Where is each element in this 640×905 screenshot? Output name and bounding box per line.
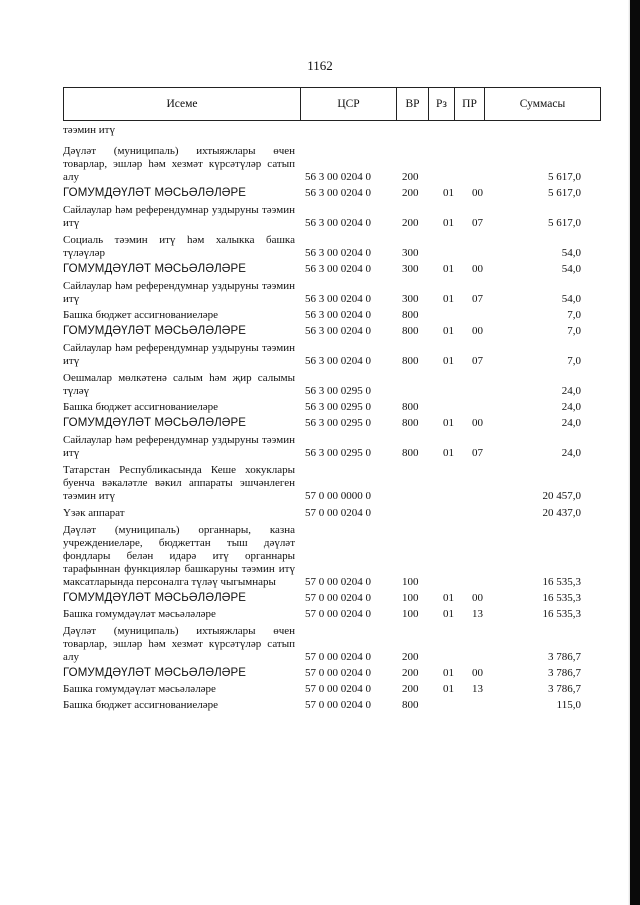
row-csr: 57 0 00 0204 0 bbox=[305, 608, 371, 620]
row-sum: 24,0 bbox=[561, 447, 581, 459]
row-csr: 57 0 00 0204 0 bbox=[305, 699, 371, 711]
row-sum: 3 786,7 bbox=[548, 683, 581, 695]
table-row bbox=[63, 342, 601, 368]
row-sum: 16 535,3 bbox=[542, 608, 581, 620]
row-pr: 00 bbox=[472, 187, 483, 199]
row-vr: 300 bbox=[402, 247, 419, 259]
row-vr: 800 bbox=[402, 699, 419, 711]
table-row bbox=[63, 263, 601, 276]
row-pr: 00 bbox=[472, 592, 483, 604]
row-name: ГОМУМДӘҮЛӘТ МӘСЬӘЛӘЛӘРЕ bbox=[63, 667, 247, 679]
table-row bbox=[63, 683, 601, 696]
table-row bbox=[63, 204, 601, 230]
row-sum: 54,0 bbox=[561, 263, 581, 275]
row-csr: 57 0 00 0204 0 bbox=[305, 507, 371, 519]
row-sum: 24,0 bbox=[561, 417, 581, 429]
row-name: Дәүләт (муниципаль) ихтыяжлары өчен товарлар, эшләр һәм хезмәт күрсәтүләр сатып алу bbox=[63, 625, 295, 663]
table-body bbox=[63, 121, 601, 712]
row-name: ГОМУМДӘҮЛӘТ МӘСЬӘЛӘЛӘРЕ bbox=[63, 263, 247, 275]
row-name: ГОМУМДӘҮЛӘТ МӘСЬӘЛӘЛӘРЕ bbox=[63, 592, 247, 604]
row-sum: 5 617,0 bbox=[548, 171, 581, 183]
row-sum: 115,0 bbox=[556, 699, 581, 711]
row-csr: 56 3 00 0295 0 bbox=[305, 401, 371, 413]
row-csr: 57 0 00 0204 0 bbox=[305, 667, 371, 679]
row-vr: 800 bbox=[402, 355, 419, 367]
table-row bbox=[63, 417, 601, 430]
row-pr: 00 bbox=[472, 667, 483, 679]
row-vr: 200 bbox=[402, 651, 419, 663]
row-csr: 56 3 00 0295 0 bbox=[305, 417, 371, 429]
table-row bbox=[63, 464, 601, 503]
row-csr: 56 3 00 0295 0 bbox=[305, 385, 371, 397]
row-csr: 57 0 00 0204 0 bbox=[305, 683, 371, 695]
row-rz: 01 bbox=[443, 355, 454, 367]
row-name: Башка бюджет ассигнованиеләре bbox=[63, 699, 218, 711]
row-vr: 100 bbox=[402, 608, 419, 620]
table-row bbox=[63, 145, 601, 184]
row-csr: 57 0 00 0204 0 bbox=[305, 592, 371, 604]
row-sum: 20 457,0 bbox=[542, 490, 581, 502]
row-name: Сайлаулар һәм референдумнар уздыруны тәэмин итү bbox=[63, 204, 295, 229]
table-row bbox=[63, 592, 601, 605]
table-row bbox=[63, 372, 601, 398]
row-rz: 01 bbox=[443, 417, 454, 429]
table-row bbox=[63, 507, 601, 520]
row-sum: 5 617,0 bbox=[548, 187, 581, 199]
row-name: Сайлаулар һәм референдумнар уздыруны тәэмин итү bbox=[63, 280, 295, 305]
row-csr: 57 0 00 0204 0 bbox=[305, 576, 371, 588]
table-row bbox=[63, 699, 601, 712]
table-row bbox=[63, 625, 601, 664]
row-pr: 00 bbox=[472, 263, 483, 275]
table-row bbox=[63, 434, 601, 460]
row-name: Башка гомумдәүләт мәсьәләләре bbox=[63, 683, 216, 695]
row-vr: 200 bbox=[402, 683, 419, 695]
row-csr: 57 0 00 0000 0 bbox=[305, 490, 371, 502]
row-pr: 13 bbox=[472, 608, 483, 620]
table-row bbox=[63, 124, 601, 137]
header-name: Исеме bbox=[64, 88, 301, 120]
table-row bbox=[63, 309, 601, 322]
header-csr: ЦСР bbox=[301, 88, 397, 120]
table-row bbox=[63, 325, 601, 338]
row-name: Татарстан Республикасында Кеше хокуклары буенча вәкаләтле вәкил аппараты эшчәнлеген тәэмин итү bbox=[63, 464, 295, 502]
row-vr: 800 bbox=[402, 417, 419, 429]
row-csr: 56 3 00 0204 0 bbox=[305, 355, 371, 367]
row-name: тәэмин итү bbox=[63, 124, 115, 136]
table-row bbox=[63, 524, 601, 589]
row-pr: 00 bbox=[472, 417, 483, 429]
row-vr: 100 bbox=[402, 592, 419, 604]
page-number: 1162 bbox=[307, 58, 333, 73]
table-row bbox=[63, 187, 601, 200]
row-vr: 200 bbox=[402, 667, 419, 679]
row-name: ГОМУМДӘҮЛӘТ МӘСЬӘЛӘЛӘРЕ bbox=[63, 187, 247, 199]
row-name: Башка бюджет ассигнованиеләре bbox=[63, 309, 218, 321]
row-name: Социаль тәэмин итү һәм халыкка башка түләүләр bbox=[63, 234, 295, 259]
table-row bbox=[63, 234, 601, 260]
row-csr: 56 3 00 0204 0 bbox=[305, 309, 371, 321]
row-rz: 01 bbox=[443, 187, 454, 199]
row-pr: 00 bbox=[472, 325, 483, 337]
row-csr: 56 3 00 0204 0 bbox=[305, 187, 371, 199]
row-csr: 56 3 00 0204 0 bbox=[305, 293, 371, 305]
header-rz: Рз bbox=[429, 88, 455, 120]
row-rz: 01 bbox=[443, 263, 454, 275]
row-sum: 7,0 bbox=[567, 325, 581, 337]
row-vr: 100 bbox=[402, 576, 419, 588]
row-vr: 800 bbox=[402, 309, 419, 321]
row-name: ГОМУМДӘҮЛӘТ МӘСЬӘЛӘЛӘРЕ bbox=[63, 325, 247, 337]
row-vr: 200 bbox=[402, 187, 419, 199]
row-sum: 3 786,7 bbox=[548, 651, 581, 663]
row-name: Башка бюджет ассигнованиеләре bbox=[63, 401, 218, 413]
row-name: Дәүләт (муниципаль) органнары, казна учреждениеләре, бюджеттан тыш дәүләт фондлары белән идарә итү органнары тарафыннан функцияләр башкаруны тәэмин итү максатларында персоналга түләү чыгымнары bbox=[63, 524, 295, 588]
row-pr: 07 bbox=[472, 447, 483, 459]
row-csr: 57 0 00 0204 0 bbox=[305, 651, 371, 663]
row-rz: 01 bbox=[443, 683, 454, 695]
row-sum: 20 437,0 bbox=[542, 507, 581, 519]
row-pr: 07 bbox=[472, 217, 483, 229]
row-sum: 7,0 bbox=[567, 309, 581, 321]
row-rz: 01 bbox=[443, 447, 454, 459]
table-row bbox=[63, 667, 601, 680]
table-row bbox=[63, 280, 601, 306]
row-pr: 07 bbox=[472, 293, 483, 305]
row-name: Үзәк аппарат bbox=[63, 507, 125, 519]
row-rz: 01 bbox=[443, 592, 454, 604]
row-csr: 56 3 00 0204 0 bbox=[305, 263, 371, 275]
row-vr: 300 bbox=[402, 293, 419, 305]
row-rz: 01 bbox=[443, 217, 454, 229]
row-sum: 5 617,0 bbox=[548, 217, 581, 229]
header-sum: Суммасы bbox=[519, 98, 566, 110]
row-name: Оешмалар мөлкәтенә салым һәм җир салымы түләү bbox=[63, 372, 295, 397]
row-rz: 01 bbox=[443, 325, 454, 337]
row-sum: 24,0 bbox=[561, 385, 581, 397]
row-vr: 800 bbox=[402, 447, 419, 459]
header-pr: ПР bbox=[455, 88, 485, 120]
row-vr: 200 bbox=[402, 171, 419, 183]
row-sum: 16 535,3 bbox=[542, 576, 581, 588]
row-sum: 3 786,7 bbox=[548, 667, 581, 679]
row-pr: 07 bbox=[472, 355, 483, 367]
scan-edge bbox=[630, 0, 640, 905]
row-name: Дәүләт (муниципаль) ихтыяжлары өчен товарлар, эшләр һәм хезмәт күрсәтүләр сатып алу bbox=[63, 145, 295, 183]
row-sum: 54,0 bbox=[561, 293, 581, 305]
table-header bbox=[63, 87, 601, 121]
row-csr: 56 3 00 0295 0 bbox=[305, 447, 371, 459]
row-name: Сайлаулар һәм референдумнар уздыруны тәэмин итү bbox=[63, 342, 295, 367]
row-rz: 01 bbox=[443, 667, 454, 679]
row-vr: 200 bbox=[402, 217, 419, 229]
row-pr: 13 bbox=[472, 683, 483, 695]
row-csr: 56 3 00 0204 0 bbox=[305, 171, 371, 183]
header-vr: ВР bbox=[397, 88, 429, 120]
table-row bbox=[63, 608, 601, 621]
row-sum: 54,0 bbox=[561, 247, 581, 259]
row-name: Башка гомумдәүләт мәсьәләләре bbox=[63, 608, 216, 620]
row-csr: 56 3 00 0204 0 bbox=[305, 325, 371, 337]
row-sum: 7,0 bbox=[567, 355, 581, 367]
table-row bbox=[63, 401, 601, 414]
row-rz: 01 bbox=[443, 293, 454, 305]
row-sum: 16 535,3 bbox=[542, 592, 581, 604]
row-name: Сайлаулар һәм референдумнар уздыруны тәэмин итү bbox=[63, 434, 295, 459]
row-name: ГОМУМДӘҮЛӘТ МӘСЬӘЛӘЛӘРЕ bbox=[63, 417, 247, 429]
row-vr: 800 bbox=[402, 325, 419, 337]
row-csr: 56 3 00 0204 0 bbox=[305, 217, 371, 229]
row-rz: 01 bbox=[443, 608, 454, 620]
row-csr: 56 3 00 0204 0 bbox=[305, 247, 371, 259]
row-vr: 300 bbox=[402, 263, 419, 275]
row-vr: 800 bbox=[402, 401, 419, 413]
row-sum: 24,0 bbox=[561, 401, 581, 413]
